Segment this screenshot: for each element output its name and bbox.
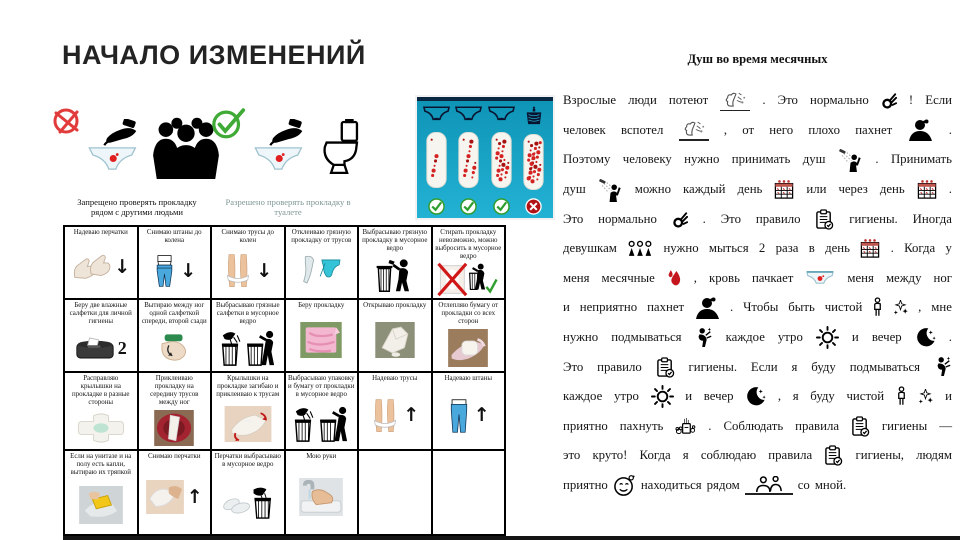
word: приятно <box>563 478 608 493</box>
pad-column <box>518 103 551 215</box>
person-trash-icon <box>374 258 416 293</box>
forbidden-icons <box>63 98 211 197</box>
step-cell <box>433 227 507 300</box>
shower-line <box>563 145 952 175</box>
peel-pad-icon <box>298 255 344 288</box>
hand-underwear-icon <box>250 119 312 175</box>
step-label: Надеваю штаны <box>444 375 492 382</box>
word: приятно <box>563 418 608 433</box>
ok-hand-icon <box>881 92 897 109</box>
word: . <box>948 122 952 137</box>
word: пачкает <box>751 270 794 285</box>
gloves-icon <box>71 254 111 281</box>
step-image-area <box>141 408 209 448</box>
word: Соблюдать <box>723 418 784 433</box>
shower-panel <box>563 52 952 500</box>
step-image-area <box>435 262 503 297</box>
legs-underwear-icon <box>223 254 253 288</box>
word: у <box>945 241 952 256</box>
shower-icon <box>838 148 863 172</box>
word: я <box>682 448 689 463</box>
down-arrow-icon: ↓ <box>256 259 273 282</box>
word: буду <box>810 389 835 404</box>
word: гигиены. <box>688 359 738 374</box>
word: ног <box>933 270 952 285</box>
steps-table <box>63 225 506 536</box>
pad-column <box>453 103 486 215</box>
pad-fullness-chart <box>415 95 555 220</box>
no-icon <box>51 106 81 136</box>
step-cell <box>212 373 286 451</box>
word: каждое <box>725 330 765 345</box>
gloves-trash-icon <box>222 484 274 519</box>
shower-line <box>563 293 952 323</box>
word: . <box>762 93 766 108</box>
step-label: Перчатки выбрасываю в мусорное ведро <box>214 453 281 469</box>
step-image-area <box>361 310 429 370</box>
word: мне <box>931 300 952 315</box>
blank-underline <box>720 110 750 111</box>
step-image-area <box>141 461 209 533</box>
sweat-icon <box>682 120 706 139</box>
underwear-icon <box>805 270 835 287</box>
sun-icon <box>816 326 839 349</box>
step-label: Отлепляю бумагу от прокладки со всех сторон <box>438 302 499 326</box>
word: и <box>563 300 570 315</box>
blank-underline <box>679 139 709 140</box>
shower-line <box>563 412 952 442</box>
word: меня <box>563 270 590 285</box>
sparkles-icon <box>918 389 933 404</box>
word: круто! <box>592 448 628 463</box>
shower-line <box>563 352 952 382</box>
step-image-area <box>214 469 282 533</box>
blank-underline <box>745 493 793 494</box>
step-cell <box>212 451 286 536</box>
step-image-area <box>435 326 503 370</box>
allowed-caption: Разрешено проверять прокладку в туалете <box>225 196 351 218</box>
step-cell <box>433 451 507 536</box>
step-cell <box>139 300 213 373</box>
shower-title: Душ во время месячных <box>687 52 828 66</box>
word: Поэтому <box>563 152 611 167</box>
up-arrow-icon: ↑ <box>473 404 490 427</box>
shower-line <box>563 234 952 264</box>
step-label: Вытираю между ног одной салфеткой спереди, второй сзади <box>141 302 207 326</box>
down-arrow-icon: ↓ <box>180 259 197 282</box>
step-label: Крылышки на прокладке загибаю и приклеиваю к трусам <box>216 375 280 399</box>
word: рядом <box>706 478 740 493</box>
pad-peel-icon <box>448 329 488 367</box>
pants-up-icon <box>447 399 471 433</box>
blood-drops-icon <box>667 269 682 288</box>
word: меня <box>847 270 874 285</box>
check-badge-icon <box>460 198 477 215</box>
pad-image <box>457 131 480 189</box>
calendar-icon <box>774 180 794 199</box>
step-cell <box>286 300 360 373</box>
calendar-icon <box>917 180 937 199</box>
pad-image <box>490 131 513 189</box>
word: Когда <box>904 241 936 256</box>
step-label: Снимаю трусы до колен <box>221 229 274 245</box>
word: утро <box>613 389 639 404</box>
step-cell <box>139 227 213 300</box>
word: девушкам <box>563 241 617 256</box>
step-label: Беру прокладку <box>298 302 345 309</box>
word: гигиены <box>881 418 928 433</box>
word: я <box>791 359 798 374</box>
step-label: Отклеиваю грязную прокладку от трусов <box>291 229 352 245</box>
step-cell <box>139 373 213 451</box>
step-label: Выбрасываю упаковку и бумагу от прокладки в мусорное ведро <box>287 375 355 399</box>
step-cell <box>65 451 139 536</box>
pants-down-icon <box>152 254 177 288</box>
word: Это <box>720 211 741 226</box>
step-label: Приклеиваю прокладку на середину трусов между ног <box>150 375 199 407</box>
word: . <box>948 182 952 197</box>
step-label: Мою руки <box>306 453 337 460</box>
calendar-icon <box>860 239 880 258</box>
toilet-icon <box>315 119 365 175</box>
word: Принимать <box>890 152 952 167</box>
checklist-icon <box>656 357 675 378</box>
moon-icon <box>745 386 766 407</box>
word: в <box>808 241 815 256</box>
word: душ <box>802 152 826 167</box>
word: плохо <box>808 122 840 137</box>
word: гигиены, <box>855 448 904 463</box>
step-image-area <box>214 399 282 448</box>
step-image-area <box>288 461 356 533</box>
step-image-area <box>361 383 429 448</box>
word: людям <box>916 448 952 463</box>
word: , <box>918 300 922 315</box>
word: нужно <box>684 152 720 167</box>
perfume-icon <box>675 416 696 437</box>
step-image-area <box>288 399 356 448</box>
step-image-area <box>67 477 135 533</box>
word: гигиены. <box>849 211 898 226</box>
word: человеку <box>622 152 672 167</box>
word: чистой <box>846 389 885 404</box>
word: быть <box>788 300 815 315</box>
shower-text <box>563 86 952 500</box>
word: я <box>792 389 799 404</box>
shower-line <box>563 471 952 501</box>
hand-underwear-icon <box>84 119 146 175</box>
moon-icon <box>915 327 936 348</box>
word: пахнет <box>855 122 893 137</box>
step-label: Снимаю штаны до колена <box>146 229 202 245</box>
word: . <box>890 241 894 256</box>
word: и <box>685 389 693 404</box>
word: Если <box>750 359 778 374</box>
word: вечер <box>703 389 734 404</box>
wipes-pack-icon <box>75 336 115 360</box>
step-cell <box>212 227 286 300</box>
people-icon <box>754 476 784 493</box>
word: человек <box>563 122 606 137</box>
word: нормально <box>810 93 869 108</box>
step-image-area <box>67 326 135 370</box>
word: месячные <box>601 270 655 285</box>
step-image-area <box>288 310 356 370</box>
smiley-icon <box>613 474 636 497</box>
shower-line <box>563 204 952 234</box>
word: . <box>948 330 952 345</box>
word: подмываться <box>849 359 921 374</box>
cross-badge-icon <box>525 198 542 215</box>
checklist-icon <box>815 209 834 230</box>
person-icon <box>896 386 907 407</box>
remove-gloves-icon <box>146 480 184 514</box>
step-image-area <box>435 383 503 448</box>
allowed-pictogram <box>211 98 365 220</box>
step-cell <box>359 451 433 536</box>
step-cell <box>433 300 507 373</box>
word: правила <box>768 448 813 463</box>
pad-image <box>425 131 448 189</box>
step-image-area <box>288 245 356 297</box>
forbidden-pictogram <box>63 98 211 220</box>
underwear-outline-icon <box>455 106 482 122</box>
word: находиться <box>640 478 702 493</box>
sparkles-icon <box>893 300 908 315</box>
step-label: Расправляю крылышки на прокладке в разные стороны <box>72 375 130 407</box>
shower-line <box>563 175 952 205</box>
forbidden-caption: Запрещено проверять прокладку рядом с другими людьми <box>77 196 197 218</box>
wipe-icon <box>157 333 191 363</box>
step-image-area <box>435 453 503 533</box>
step-cell <box>139 451 213 536</box>
step-label: Снимаю перчатки <box>147 453 201 460</box>
step-image-area <box>141 245 209 297</box>
trash-bin-icon <box>524 106 544 125</box>
word: соблюдаю <box>700 448 757 463</box>
word: правила <box>795 418 840 433</box>
word: Когда <box>639 448 671 463</box>
step-label: Беру две влажные салфетки для личной гигиены <box>69 302 132 326</box>
step-image-area <box>141 326 209 370</box>
word: можно <box>634 182 672 197</box>
shower-line <box>563 323 952 353</box>
word: душ <box>563 182 586 197</box>
word: Взрослые <box>563 93 617 108</box>
wash-icon <box>934 356 952 378</box>
step-image-area <box>67 408 135 448</box>
step-image-area <box>361 253 429 297</box>
shower-line <box>563 116 952 146</box>
word: 2 <box>758 241 766 256</box>
step-cell <box>286 451 360 536</box>
underwear-outline-icon <box>488 106 515 122</box>
step-label: Надеваю трусы <box>372 375 418 382</box>
yes-icon <box>211 106 247 139</box>
sweat-icon <box>723 91 747 110</box>
word: люди <box>628 93 657 108</box>
word: вечер <box>871 330 902 345</box>
word: принимать <box>731 152 791 167</box>
step-image-area <box>67 237 135 297</box>
throw-trash-icon <box>220 330 276 366</box>
step-cell <box>359 373 433 451</box>
word: день <box>879 182 905 197</box>
word: Иногда <box>912 211 952 226</box>
checklist-icon <box>851 416 870 437</box>
step-cell <box>359 300 433 373</box>
word: между <box>885 270 922 285</box>
pad-on-underwear-icon <box>154 410 194 446</box>
step-cell <box>65 227 139 300</box>
pad-wings-icon <box>76 412 126 444</box>
page-title: НАЧАЛО ИЗМЕНЕНИЙ <box>62 40 366 70</box>
word: Если <box>925 93 952 108</box>
step-cell <box>65 300 139 373</box>
pad-wrapped-icon <box>300 322 342 358</box>
legs-underwear-icon <box>370 399 400 433</box>
word: и <box>851 330 859 345</box>
pad-fold-icon <box>224 406 272 442</box>
word: , <box>777 389 782 404</box>
shower-line <box>563 382 952 412</box>
step-label: Открываю прокладку <box>363 302 427 309</box>
step-label: Выбрасываю грязную прокладку в мусорное ведро <box>362 229 428 253</box>
word: чистой <box>824 300 863 315</box>
word: нужно <box>563 330 599 345</box>
word: буду <box>811 359 836 374</box>
underwear-outline-icon <box>423 106 450 122</box>
check-badge-icon <box>428 198 445 215</box>
word: и <box>945 389 952 404</box>
word: Чтобы <box>743 300 779 315</box>
word: раза <box>775 241 799 256</box>
step-label: Выбрасываю грязные салфетки в мусорное ведро <box>215 302 280 326</box>
bottom-bar <box>63 536 960 540</box>
step-label: Надеваю перчатки <box>73 229 128 236</box>
up-arrow-icon: ↑ <box>186 485 203 508</box>
step-cell <box>286 373 360 451</box>
shower-line <box>563 441 952 471</box>
word: со <box>797 478 810 493</box>
girls-icon <box>627 240 653 257</box>
check-badge-icon <box>493 198 510 215</box>
pad-image <box>522 133 545 191</box>
shower-line <box>563 86 952 116</box>
word: Это <box>777 93 798 108</box>
step-image-area <box>361 453 429 533</box>
pad-column <box>485 103 518 215</box>
word: пахнуть <box>619 418 664 433</box>
word: пахнет <box>647 300 685 315</box>
step-label: Если на унитазе и на полу есть капли, вытираю их тряпкой <box>70 453 132 477</box>
word: Это <box>563 211 584 226</box>
ok-hand-icon <box>672 211 688 228</box>
word: это <box>563 448 581 463</box>
word: — <box>939 418 952 433</box>
word: Это <box>563 359 584 374</box>
shower-icon <box>598 178 623 202</box>
word: потеют <box>668 93 709 108</box>
checklist-icon <box>824 445 843 466</box>
pad-open-icon <box>375 322 415 358</box>
word: неприятно <box>579 300 638 315</box>
word: . <box>702 211 706 226</box>
step-cell <box>433 373 507 451</box>
shower-line <box>563 264 952 294</box>
word: от <box>742 122 755 137</box>
word: , <box>693 270 697 285</box>
blank-with-sweat-icon <box>720 91 750 111</box>
word: каждый <box>683 182 726 197</box>
pad-column <box>420 103 453 215</box>
word: правило <box>597 359 642 374</box>
pad-check-pictograms <box>63 98 361 220</box>
step-cell <box>359 227 433 300</box>
person-icon <box>872 297 883 318</box>
count-badge: 2 <box>117 338 127 359</box>
wash-hands-icon <box>299 478 343 516</box>
wash-icon <box>695 327 713 349</box>
smell-icon <box>907 119 933 141</box>
word: кровь <box>709 270 740 285</box>
word: подмываться <box>611 330 682 345</box>
word: . <box>875 152 879 167</box>
sun-icon <box>651 385 674 408</box>
word: нужно <box>663 241 699 256</box>
smell-icon <box>694 297 720 319</box>
word: . <box>729 300 734 315</box>
throw-trash-icon <box>293 406 349 442</box>
word: него <box>769 122 794 137</box>
word: утро <box>777 330 803 345</box>
word: правило <box>755 211 801 226</box>
step-image-area <box>214 326 282 370</box>
step-cell <box>212 300 286 373</box>
word: мыться <box>708 241 749 256</box>
up-arrow-icon: ↑ <box>403 404 420 427</box>
word: день <box>737 182 763 197</box>
wipe-drops-icon <box>79 486 123 524</box>
step-label: Стирать прокладку невозможно, можно выбросить в мусорное ведро <box>435 229 502 261</box>
word: нормально <box>598 211 657 226</box>
word: или <box>806 182 827 197</box>
word: через <box>838 182 868 197</box>
word: . <box>708 418 712 433</box>
blank-with-sweat-icon <box>679 120 709 140</box>
no-wash-pad-icon <box>437 262 499 297</box>
step-cell <box>286 227 360 300</box>
step-image-area <box>214 245 282 297</box>
word: день <box>825 241 850 256</box>
word: мной. <box>814 478 847 493</box>
word: вспотел <box>620 122 664 137</box>
down-arrow-icon: ↓ <box>114 255 131 278</box>
word: ! <box>908 93 914 108</box>
blank-with-people-icon <box>745 476 793 494</box>
word: каждое <box>563 389 603 404</box>
step-cell <box>65 373 139 451</box>
word: , <box>723 122 728 137</box>
allowed-icons <box>211 98 365 197</box>
